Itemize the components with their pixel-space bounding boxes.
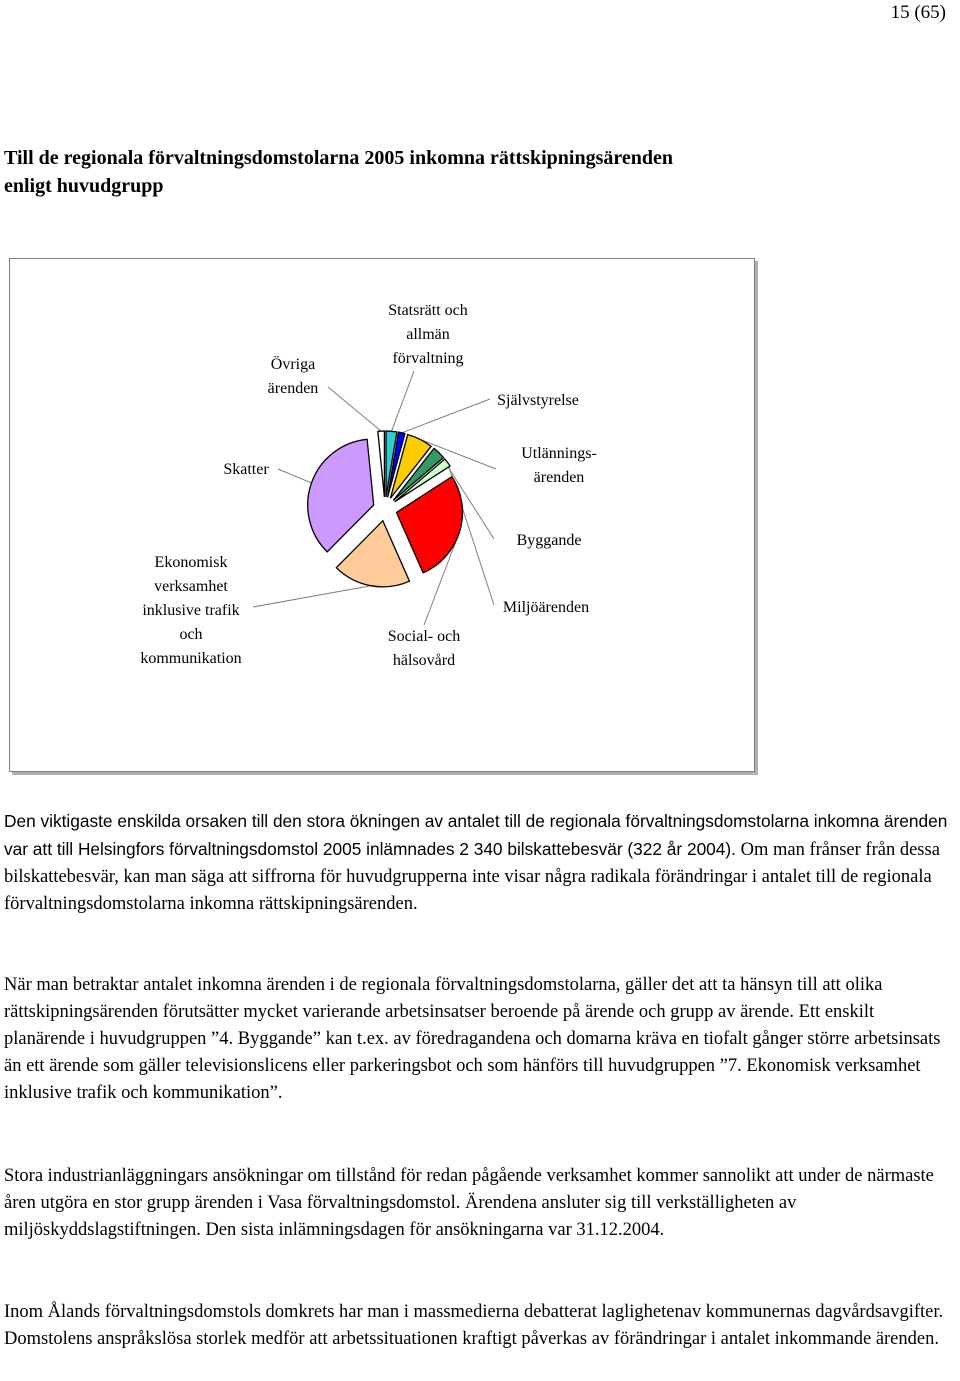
paragraph-1-sans-text: Den viktigaste enskilda orsaken till den stora ökningen av antalet till de regionala förvaltningsdomstolarna inkomna ärenden var att till Helsingfors förvaltningsdomstol 2005 inlämnades 2 340 bilskattebesvär (322 år 2004). <box>4 811 948 859</box>
heading-line-2: enligt huvudgrupp <box>4 175 164 197</box>
heading-line-1: Till de regionala förvaltningsdomstolarna 2005 inkomna rättskipningsärenden <box>4 147 673 169</box>
slice-label-7: Skatter <box>223 461 269 478</box>
paragraph-3: Stora industrianläggningars ansökningar om tillstånd för redan pågående verksamhet kommer sannolikt att under de närmaste åren utgöra en stor grupp ärenden i Vasa förvaltningsdomstol. Ärendena ansluter sig till verkställigheten av miljöskyddslagstiftningen. Den sista inlämningsdagen för ansökningarna var 31.12.2004. <box>4 1166 934 1240</box>
leader-line-6 <box>253 586 371 607</box>
leader-line-0 <box>391 371 414 431</box>
paragraph-1-serif-text: Om man frånser från dessa bilskattebesvär, kan man säga att siffrorna för huvudgrupperna inte visar några radikala förändringar i antalet till de regionala förvaltningsdomstolarna inkomna rättskipningsärenden. <box>4 840 940 914</box>
pie-slice-8 <box>378 431 385 497</box>
slice-label-0: Statsrätt och allmän förvaltning <box>388 302 468 367</box>
slice-label-2: Utlännings-ärenden <box>521 445 597 486</box>
pie-chart <box>10 259 754 771</box>
pie-slice-7 <box>308 439 374 552</box>
pie-slices <box>308 431 463 587</box>
paragraph-1 <box>4 808 949 918</box>
leader-line-8 <box>328 387 381 431</box>
leader-line-1 <box>402 399 490 433</box>
slice-label-8: Övriga ärenden <box>267 356 319 397</box>
slice-label-1: Självstyrelse <box>497 392 579 409</box>
slice-label-6: Ekonomisk verksamhet inklusive trafik och kommunikation <box>140 554 242 667</box>
page-number: 15 (65) <box>890 2 946 23</box>
pie-chart-frame <box>9 258 755 772</box>
paragraph-2: När man betraktar antalet inkomna ärenden i de regionala förvaltningsdomstolarna, gäller det att ta hänsyn till att olika rättskipningsärenden förutsätter mycket varierande arbetsinsatser beroende på ärende och grupp av ärende. Ett enskilt planärende i huvudgruppen ”4. Byggande” kan t.ex. av föredragandena och domarna kräva en tiofalt gånger större arbetsinsats än ett ärende som gäller televisionslicens eller parkeringsbot och som hänförs till huvudgruppen ”7. Ekonomisk verksamhet inklusive trafik och kommunikation”. <box>4 975 941 1103</box>
slice-label-3: Byggande <box>516 532 582 549</box>
page-heading <box>4 144 904 200</box>
slice-label-5: Social- och hälsovård <box>387 628 461 669</box>
leader-line-7 <box>278 469 311 483</box>
paragraph-4: Inom Ålands förvaltningsdomstols domkrets har man i massmedierna debatterat laglighetenav kommunernas dagvårdsavgifter. Domstolens anspråkslösa storlek medför att arbetssituationen kraftigt påverkas av förändringar i antalet inkommande ärenden. <box>4 1302 944 1349</box>
slice-label-4: Miljöärenden <box>502 599 590 616</box>
